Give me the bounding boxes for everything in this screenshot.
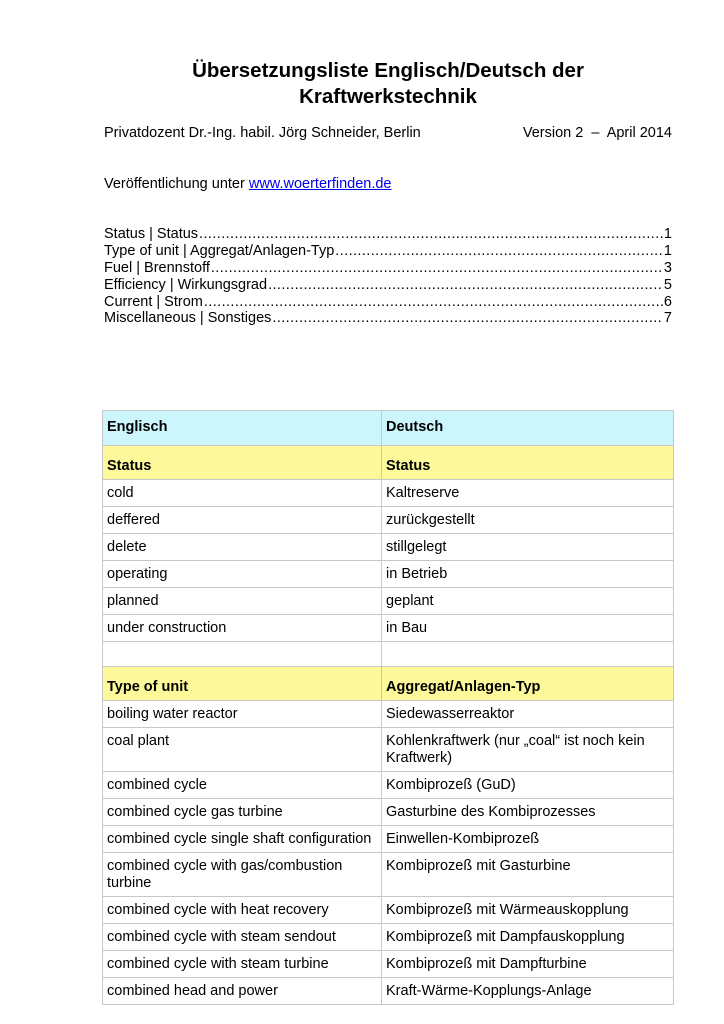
cell-english: combined cycle gas turbine [103, 799, 382, 826]
table-row [103, 978, 674, 1005]
cell-english: Status [103, 446, 382, 480]
table-row [103, 772, 674, 799]
toc-entry-label: Miscellaneous | Sonstiges [104, 310, 272, 327]
toc-entry-label: Status | Status [104, 226, 199, 242]
cell-english: combined cycle with steam turbine [103, 951, 382, 978]
cell-english: combined cycle with steam sendout [103, 924, 382, 951]
toc-entry[interactable] [104, 277, 672, 294]
cell-english: combined cycle [103, 772, 382, 799]
toc-entry-page: 3 [663, 259, 672, 276]
table-row [103, 615, 674, 642]
toc-entry-page: 6 [663, 293, 672, 310]
cell-english [103, 642, 382, 667]
cell-english: Type of unit [103, 667, 382, 701]
toc-entry-page: 1 [663, 242, 672, 259]
cell-german: Aggregat/Anlagen-Typ [382, 667, 674, 701]
table-row [103, 588, 674, 615]
cell-english: combined cycle with gas/combustion turbine [103, 853, 382, 897]
cell-german: in Bau [382, 615, 674, 642]
cell-german [382, 642, 674, 667]
cell-german: geplant [382, 588, 674, 615]
publication-link[interactable]: www.woerterfinden.de [248, 176, 392, 192]
glossary-table [102, 410, 674, 1005]
toc-leader-dots [211, 260, 663, 277]
cell-english: delete [103, 534, 382, 561]
cell-english: under construction [103, 615, 382, 642]
toc-leader-dots [204, 294, 663, 311]
cell-english: coal plant [103, 728, 382, 772]
toc-entry-page: 1 [663, 226, 672, 242]
toc-entry-page: 7 [663, 310, 672, 327]
cell-german: Kaltreserve [382, 480, 674, 507]
author: Privatdozent Dr.-Ing. habil. Jörg Schneider, Berlin [104, 125, 421, 141]
version: Version 2 – April 2014 [522, 125, 672, 141]
cell-english: deffered [103, 507, 382, 534]
table-row [103, 534, 674, 561]
cell-german: Kohlenkraftwerk (nur „coal“ ist noch kein Kraftwerk) [382, 728, 674, 772]
meta-line [104, 125, 672, 141]
cell-german: Kombiprozeß mit Wärmeauskopplung [382, 897, 674, 924]
cell-german: Gasturbine des Kombiprozesses [382, 799, 674, 826]
toc-entry-label: Type of unit | Aggregat/Anlagen-Typ [104, 242, 335, 259]
toc-entry[interactable] [104, 260, 672, 277]
title-line-2: Kraftwerkstechnik [299, 85, 477, 108]
table-row [103, 701, 674, 728]
toc-entry-page: 5 [663, 276, 672, 293]
cell-german: zurückgestellt [382, 507, 674, 534]
publication-line [104, 176, 392, 192]
cell-english: boiling water reactor [103, 701, 382, 728]
toc-entry-label: Efficiency | Wirkungsgrad [104, 276, 268, 293]
cell-english: planned [103, 588, 382, 615]
section-header-row [103, 446, 674, 480]
table-row [103, 826, 674, 853]
cell-german: Einwellen-Kombiprozeß [382, 826, 674, 853]
toc-entry-label: Current | Strom [104, 293, 203, 310]
table-row [103, 924, 674, 951]
toc-leader-dots [199, 226, 663, 243]
toc-entry[interactable] [104, 226, 672, 243]
document-title [0, 58, 724, 110]
header-english: Englisch [103, 411, 382, 446]
cell-german: Kombiprozeß (GuD) [382, 772, 674, 799]
toc-leader-dots [272, 310, 663, 327]
cell-english: operating [103, 561, 382, 588]
cell-german: Status [382, 446, 674, 480]
table-row [103, 561, 674, 588]
table-row [103, 897, 674, 924]
publication-prefix: Veröffentlichung unter [104, 176, 249, 192]
header-german: Deutsch [382, 411, 674, 446]
cell-english: combined cycle single shaft configuration [103, 826, 382, 853]
toc-leader-dots [335, 243, 663, 260]
cell-english: combined head and power [103, 978, 382, 1005]
toc-entry[interactable] [104, 243, 672, 260]
table-row [103, 507, 674, 534]
toc-entry-label: Fuel | Brennstoff [104, 259, 210, 276]
toc-entry[interactable] [104, 310, 672, 327]
section-header-row [103, 667, 674, 701]
table-row [103, 728, 674, 772]
toc-leader-dots [268, 277, 663, 294]
title-line-1: Übersetzungsliste Englisch/Deutsch der [192, 59, 584, 82]
table-row [103, 853, 674, 897]
table-header-row [103, 411, 674, 446]
empty-row [103, 642, 674, 667]
cell-german: Kombiprozeß mit Dampfauskopplung [382, 924, 674, 951]
toc-entry[interactable] [104, 294, 672, 311]
cell-german: Kombiprozeß mit Gasturbine [382, 853, 674, 897]
table-row [103, 799, 674, 826]
cell-german: stillgelegt [382, 534, 674, 561]
cell-german: in Betrieb [382, 561, 674, 588]
cell-english: combined cycle with heat recovery [103, 897, 382, 924]
table-row [103, 951, 674, 978]
cell-german: Kombiprozeß mit Dampfturbine [382, 951, 674, 978]
cell-german: Siedewasserreaktor [382, 701, 674, 728]
cell-english: cold [103, 480, 382, 507]
cell-german: Kraft-Wärme-Kopplungs-Anlage [382, 978, 674, 1005]
table-of-contents [104, 226, 672, 327]
table-row [103, 480, 674, 507]
